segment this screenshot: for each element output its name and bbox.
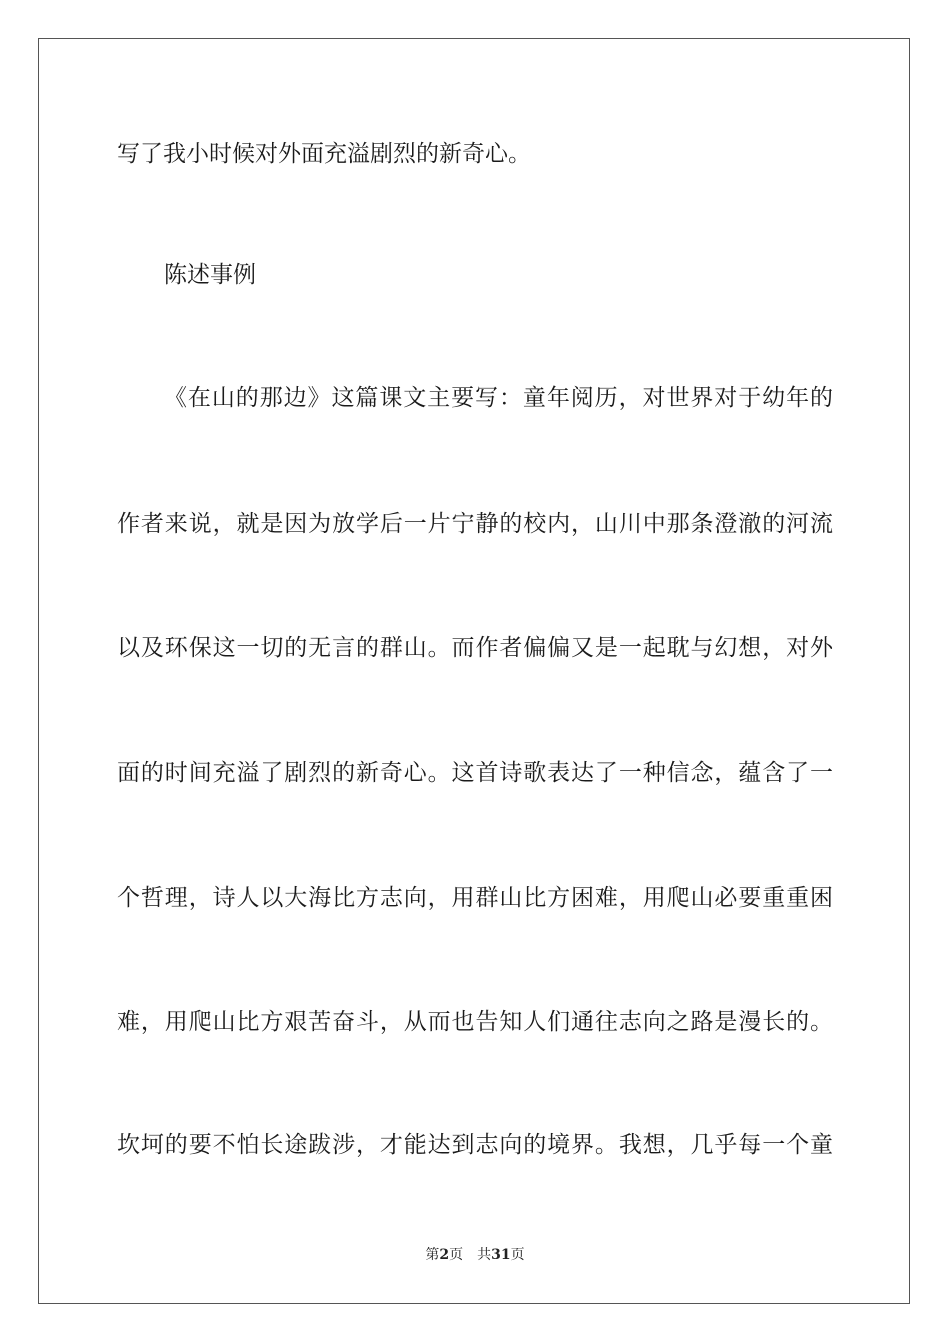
- body-line-1: 写了我小时候对外面充溢剧烈的新奇心。: [117, 141, 531, 167]
- total-suffix: 页: [510, 1247, 525, 1263]
- page-suffix: 页: [449, 1247, 464, 1263]
- page-border: [38, 38, 910, 1304]
- total-pages: 31: [491, 1247, 511, 1263]
- page-prefix: 第: [425, 1247, 440, 1263]
- body-line-4: 以及环保这一切的无言的群山。而作者偏偏又是一起耽与幻想，对外: [117, 635, 833, 661]
- total-prefix: 共: [477, 1247, 492, 1263]
- body-line-8: 坎坷的要不怕长途跋涉，才能达到志向的境界。我想，几乎每一个童: [117, 1132, 833, 1158]
- body-line-7: 难，用爬山比方艰苦奋斗，从而也告知人们通往志向之路是漫长的。: [117, 1009, 833, 1035]
- page-footer: [0, 1246, 950, 1264]
- body-line-2: 《在山的那边》这篇课文主要写：童年阅历，对世界对于幼年的: [164, 385, 833, 411]
- section-heading: 陈述事例: [164, 262, 256, 288]
- page-number: 2: [439, 1247, 450, 1263]
- body-line-6: 个哲理，诗人以大海比方志向，用群山比方困难，用爬山必要重重困: [117, 885, 833, 911]
- body-line-5: 面的时间充溢了剧烈的新奇心。这首诗歌表达了一种信念，蕴含了一: [117, 760, 833, 786]
- body-line-3: 作者来说，就是因为放学后一片宁静的校内，山川中那条澄澈的河流: [117, 511, 833, 537]
